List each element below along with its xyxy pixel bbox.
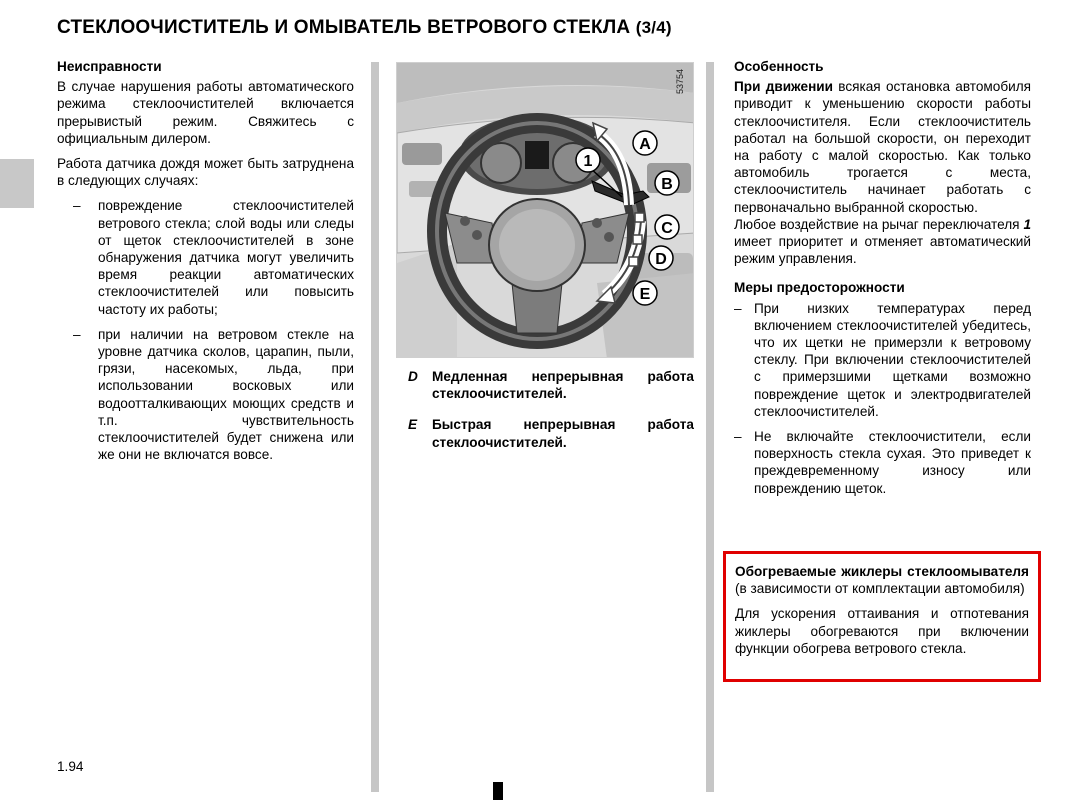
lever-priority-text-b: имеет приоритет и отменяет автоматический режим управления. [734,234,1031,267]
notice-body: Для ускорения оттаивания и отпотевания жиклеры обогреваются при включении функции обогрева ветрового стекла. [735,606,1029,656]
legend-text: Медленная непрерывная работа стеклоочистителей. [432,369,694,402]
column-divider-right [706,62,714,792]
callout-label-e [633,281,657,305]
legend-row-d [396,368,694,402]
legend-row-e [396,416,694,450]
list-item: – повреждение стеклоочистителей ветрового стекла; слой воды или следы от щеток стеклоочистителей в зоне обнаружения датчика могут увеличить время реакции автоматических стеклоочистителей или повысить частоту их работы; [57,197,354,317]
callout-label-d [649,246,673,270]
steering-wheel-drawing [397,63,694,358]
column-divider-left [371,62,379,792]
legend-key: D [408,369,418,384]
illustration-legend [396,368,694,451]
list-item: – Не включайте стеклоочистители, если поверхность стекла сухая. Это приведет к преждевременному износу или повреждению щеток. [734,428,1031,497]
callout-label-1 [576,148,600,172]
paragraph-while-driving [734,78,1031,216]
steering-wheel-illustration [396,62,694,358]
notice-title [735,563,1029,597]
column-malfunctions [57,58,354,471]
notice-title-bold: Обогреваемые жиклеры стеклоомывателя [735,564,1029,579]
page-center-mark [493,782,503,800]
svg-text:C: C [661,220,673,237]
column-features [734,58,1031,505]
paragraph-lever-priority [734,216,1031,268]
page-title-main: СТЕКЛООЧИСТИТЕЛЬ И ОМЫВАТЕЛЬ ВЕТРОВОГО СТЕКЛА [57,17,631,38]
svg-text:A: A [639,136,651,153]
svg-text:B: B [661,176,673,193]
page-title-part: (3/4) [635,18,672,37]
rain-sensor-cases-list [57,197,354,463]
lever-priority-text-a: Любое воздействие на рычаг переключателя [734,216,1024,232]
column-illustration [396,62,694,465]
page-title [57,17,672,39]
callout-label-a [633,131,657,155]
paragraph-rain-sensor: Работа датчика дождя может быть затруднена в следующих случаях: [57,156,354,189]
callout-label-b [655,171,679,195]
heated-jets-notice [723,551,1041,682]
emphasis-while-driving: При движении [734,79,833,95]
lever-number: 1 [1023,216,1031,232]
heading-malfunctions: Неисправности [57,59,162,74]
svg-text:D: D [655,251,667,268]
svg-text:1: 1 [583,153,593,170]
heading-feature: Особенность [734,59,824,74]
list-item: – при наличии на ветровом стекле на уровне датчика сколов, царапин, пыли, грязи, насекомых, льда, при использовании восковых или водоотталкивающих моющих средств и т.п. чувствительность стеклоочистителей будет снижена или же они не включатся вовсе. [57,326,354,464]
callout-label-c [655,215,679,239]
side-tab-marker [0,159,34,208]
legend-key: E [408,417,418,433]
precautions-list [734,300,1031,497]
list-item: – При низких температурах перед включением стеклоочистителей убедитесь, что их щетки не примерзли к ветровому стеклу. При включении стеклоочистителей с примерзшими щетками возможно повреждение щеток и электродвигателей стеклоочистителей. [734,300,1031,420]
heading-precautions: Меры предосторожности [734,280,905,296]
figure-reference-number: 53754 [674,69,685,95]
page-number: 1.94 [57,759,84,774]
notice-title-rest: (в зависимости от комплектации автомобиля) [735,581,1025,597]
paragraph-while-driving-text: всякая остановка автомобиля приводит к уменьшению скорости работы стеклоочистителя. Если стеклоочиститель работал на большой скорости, он переходит на работу с малой скоростью. Как только автомобиль трогается с места, стеклоочиститель начинает работать с первоначально выбранной скоростью. [734,79,1031,215]
legend-text: Быстрая непрерывная работа стеклоочистителей. [432,417,694,450]
svg-text:E: E [639,286,651,303]
paragraph-malfunction-mode: В случае нарушения работы автоматического режима стеклоочистителей включается прерывистый режим. Свяжитесь с официальным дилером. [57,79,354,146]
